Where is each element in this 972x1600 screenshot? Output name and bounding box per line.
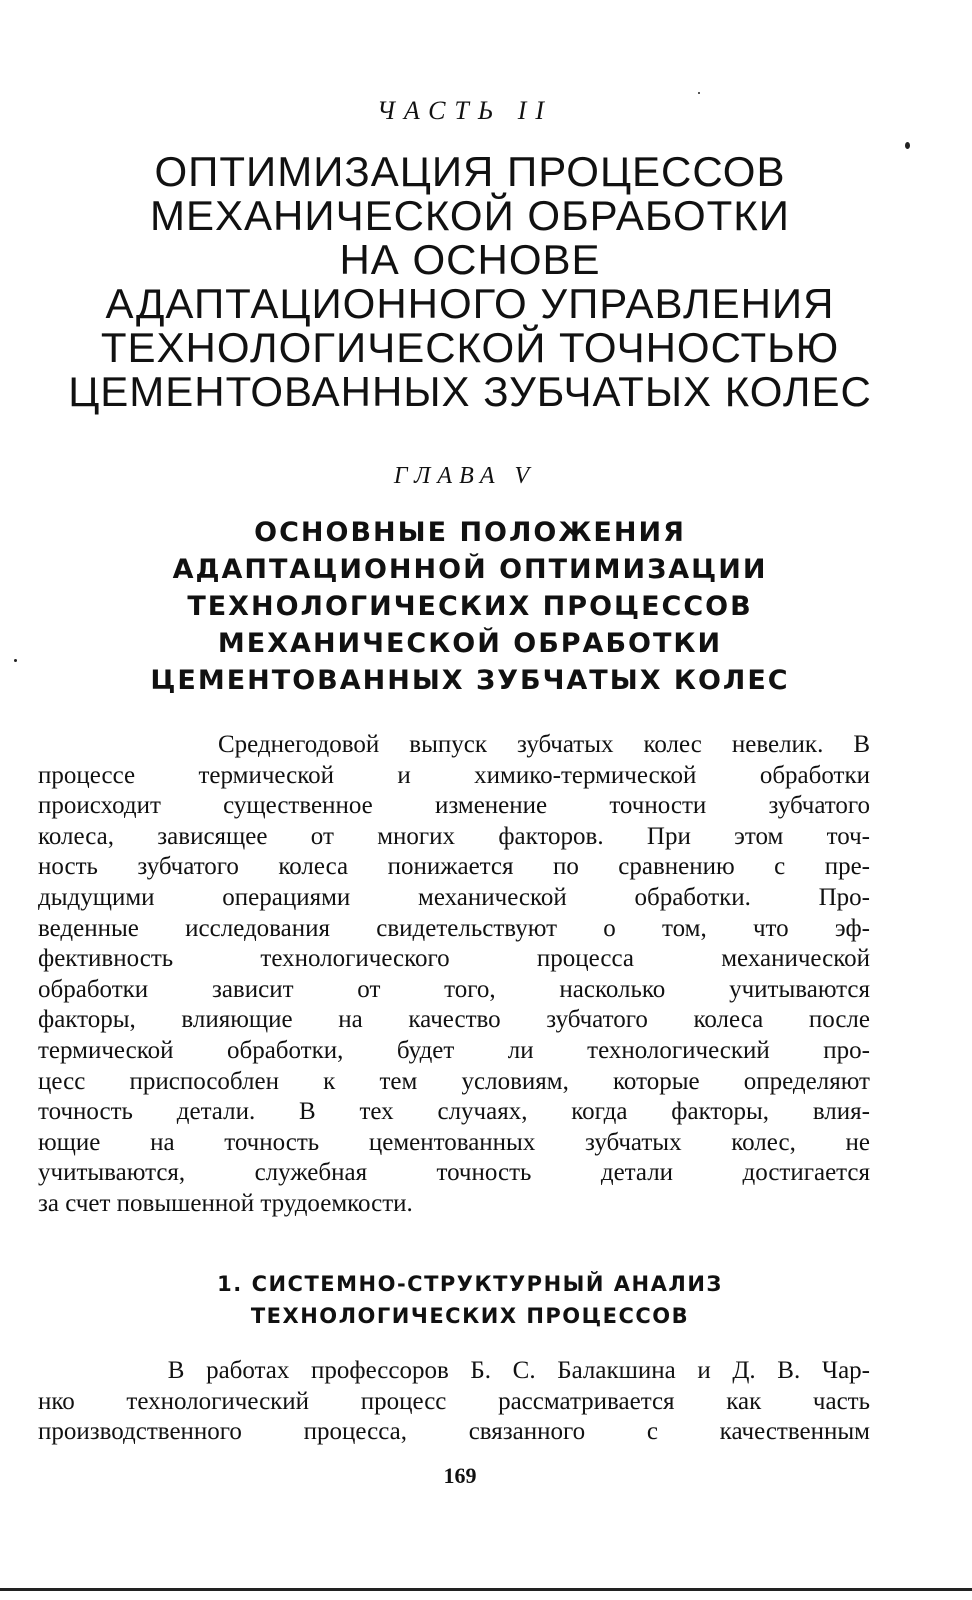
page-number: 169 — [443, 1463, 477, 1488]
text-line: происходит существенное изменение точности зубчатого — [38, 792, 870, 820]
part-title-line: НА ОСНОВЕ — [339, 236, 601, 283]
chapter-title-line: ЦЕМЕНТОВАННЫХ ЗУБЧАТЫХ КОЛЕС — [150, 665, 790, 696]
chapter-title — [80, 514, 860, 699]
scan-speck — [14, 659, 17, 662]
chapter-label: ГЛАВА V — [393, 463, 537, 489]
chapter-title-line: ОСНОВНЫЕ ПОЛОЖЕНИЯ — [254, 517, 686, 548]
text-line: фективность технологического процесса механической — [38, 945, 870, 973]
part-title-line: МЕХАНИЧЕСКОЙ ОБРАБОТКИ — [150, 192, 790, 239]
scan-edge-line — [0, 1588, 972, 1591]
section-title-line: 1. СИСТЕМНО-СТРУКТУРНЫЙ АНАЛИЗ — [217, 1272, 723, 1296]
text-line: процессе термической и химико-термической обработки — [38, 761, 870, 789]
text-line: за счет повышенной трудоемкости. — [38, 1189, 413, 1217]
part-title-line: ТЕХНОЛОГИЧЕСКОЙ ТОЧНОСТЬЮ — [100, 324, 840, 371]
scan-speck — [905, 142, 910, 149]
text-line: термической обработки, будет ли технологический про- — [38, 1036, 870, 1064]
text-line: дыдущими операциями механической обработки. Про- — [38, 883, 870, 911]
text-line: производственного процесса, связанного с качественным — [38, 1418, 870, 1446]
text-line: нко технологический процесс рассматривается как часть — [38, 1387, 870, 1415]
text-line: учитываются, служебная точность детали достигается — [38, 1159, 870, 1187]
section-title-line: ТЕХНОЛОГИЧЕСКИХ ПРОЦЕССОВ — [250, 1304, 690, 1328]
text-line: цесс приспособлен к тем условиям, которые определяют — [38, 1067, 870, 1095]
chapter-title-line: АДАПТАЦИОННОЙ ОПТИМИЗАЦИИ — [172, 554, 768, 585]
text-line: колеса, зависящее от многих факторов. При этом точ- — [38, 822, 870, 850]
part-title-line: ЦЕМЕНТОВАННЫХ ЗУБЧАТЫХ КОЛЕС — [68, 368, 872, 415]
part-label: ЧАСТЬ II — [376, 96, 554, 125]
part-title-line: ОПТИМИЗАЦИЯ ПРОЦЕССОВ — [154, 148, 786, 195]
chapter-title-line: ТЕХНОЛОГИЧЕСКИХ ПРОЦЕССОВ — [187, 591, 753, 622]
paragraph-intro — [38, 730, 870, 1220]
text-line: В работах профессоров Б. С. Балакшина и Д. В. Чар- — [38, 1357, 870, 1384]
text-line: веденные исследования свидетельствуют о том, что эф- — [38, 914, 870, 942]
text-line: обработки зависит от того, насколько учитываются — [38, 975, 870, 1003]
scan-speck — [698, 92, 700, 94]
text-line: Среднегодовой выпуск зубчатых колес невелик. В — [38, 731, 870, 758]
paragraph-section — [38, 1356, 870, 1448]
text-line: ющие на точность цементованных зубчатых колес, не — [38, 1128, 870, 1156]
text-line: точность детали. В тех случаях, когда факторы, влия- — [38, 1098, 870, 1126]
part-title — [40, 150, 900, 414]
text-line: факторы, влияющие на качество зубчатого колеса после — [38, 1006, 870, 1034]
chapter-title-line: МЕХАНИЧЕСКОЙ ОБРАБОТКИ — [217, 628, 723, 659]
text-line: ность зубчатого колеса понижается по сравнению с пре- — [38, 853, 870, 881]
section-title — [80, 1268, 860, 1332]
part-title-line: АДАПТАЦИОННОГО УПРАВЛЕНИЯ — [105, 280, 835, 327]
